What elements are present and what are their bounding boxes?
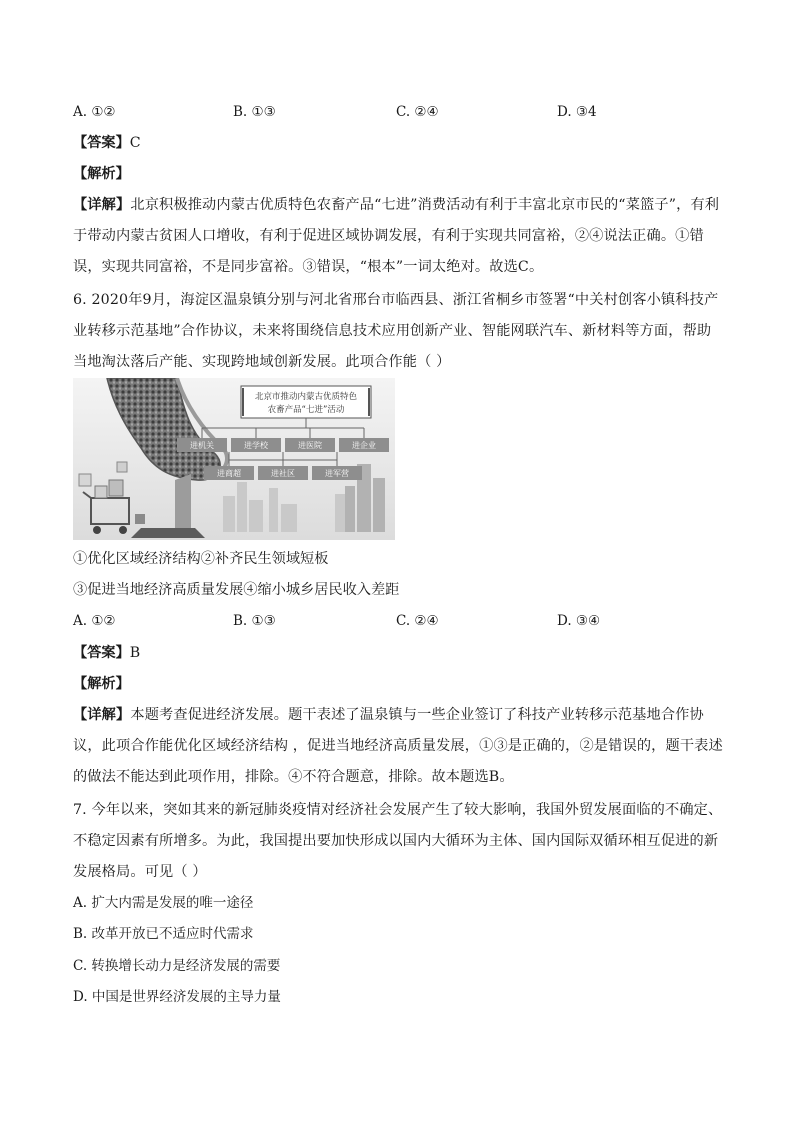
q6-analysis-tag: 【解析】 bbox=[73, 676, 130, 692]
figure-box-1: 进机关 bbox=[190, 441, 214, 450]
answer-value: C bbox=[129, 135, 141, 151]
q7-option-c: C. 转换增长动力是经济发展的需要 bbox=[73, 958, 281, 974]
q7-option-d: D. 中国是世界经济发展的主导力量 bbox=[73, 989, 281, 1005]
q5-option-a: A. ①② bbox=[73, 104, 116, 120]
figure-box-5: 进商超 bbox=[217, 469, 241, 478]
q6-figure bbox=[73, 378, 395, 540]
q7-option-b: B. 改革开放已不适应时代需求 bbox=[73, 926, 254, 942]
q6-stem: 6. 2020年9月，海淀区温泉镇分别与河北省邢台市临西县、浙江省桐乡市签署“中关村创客小镇科技产业转移示范基地”合作协议，未来将围绕信息技术应用创新产业、智能网联汽车、新材料等方面，帮助当地淘汰落后产能、实现跨地域创新发展。此项合作能（ ） bbox=[73, 292, 719, 370]
figure-title-line2: 农畜产品“七进”活动 bbox=[267, 405, 345, 415]
q7-stem: 7. 今年以来，突如其来的新冠肺炎疫情对经济社会发展产生了较大影响，我国外贸发展面临的不确定、不稳定因素有所增多。为此，我国提出要加快形成以国内大循环为主体、国内国际双循环相互促进的新发展格局。可见（ ） bbox=[73, 802, 723, 880]
q7-option-a: A. 扩大内需是发展的唯一途径 bbox=[73, 895, 254, 911]
figure-box-6: 进社区 bbox=[271, 469, 295, 478]
q5-option-c: C. ②④ bbox=[396, 104, 439, 120]
q6-option-c: C. ②④ bbox=[396, 613, 439, 629]
q6-option-b: B. ①③ bbox=[233, 613, 276, 629]
q6-answer bbox=[73, 643, 140, 663]
q6-statement-2: ③促进当地经济高质量发展④缩小城乡居民收入差距 bbox=[73, 582, 400, 598]
detail-text: 北京积极推动内蒙古优质特色农畜产品“七进”消费活动有利于丰富北京市民的“菜篮子”，有利于带动内蒙古贫困人口增收，有利于促进区域协调发展，有利于实现共同富裕，②④说法正确。①错误，实现共同富裕，不是同步富裕。③错误，“根本”一词太绝对。故选C。 bbox=[73, 197, 720, 275]
figure-box-3: 进医院 bbox=[298, 441, 322, 450]
q6-detail bbox=[73, 700, 723, 793]
figure-box-7: 进军营 bbox=[325, 469, 349, 478]
q6-option-d: D. ③④ bbox=[557, 613, 601, 629]
answer-tag: 【答案】 bbox=[73, 135, 130, 151]
q6-statement-1: ①优化区域经济结构②补齐民生领域短板 bbox=[73, 551, 329, 567]
q5-answer bbox=[73, 133, 141, 153]
figure-title-line1: 北京市推动内蒙古优质特色 bbox=[254, 392, 358, 402]
figure-box-2: 进学校 bbox=[244, 441, 268, 450]
q5-analysis-tag: 【解析】 bbox=[73, 166, 130, 182]
detail-tag: 【详解】 bbox=[73, 707, 131, 723]
q5-option-b: B. ①③ bbox=[233, 104, 276, 120]
q6-option-a: A. ①② bbox=[73, 613, 116, 629]
answer-value: B bbox=[129, 645, 141, 661]
figure-box-4: 进企业 bbox=[352, 441, 376, 450]
detail-text: 本题考查促进经济发展。题干表述了温泉镇与一些企业签订了科技产业转移示范基地合作协议，此项合作能优化区域经济结构 ，促进当地经济高质量发展，①③是正确的，②是错误的，题干表述的做法不能达到此项作用，排除。④不符合题意，排除。故本题选B。 bbox=[73, 707, 723, 785]
answer-tag: 【答案】 bbox=[73, 645, 130, 661]
q5-detail bbox=[73, 190, 723, 283]
detail-tag: 【详解】 bbox=[73, 197, 131, 213]
q6-figure-illustration bbox=[73, 378, 395, 540]
q5-option-d: D. ③4 bbox=[557, 104, 597, 120]
